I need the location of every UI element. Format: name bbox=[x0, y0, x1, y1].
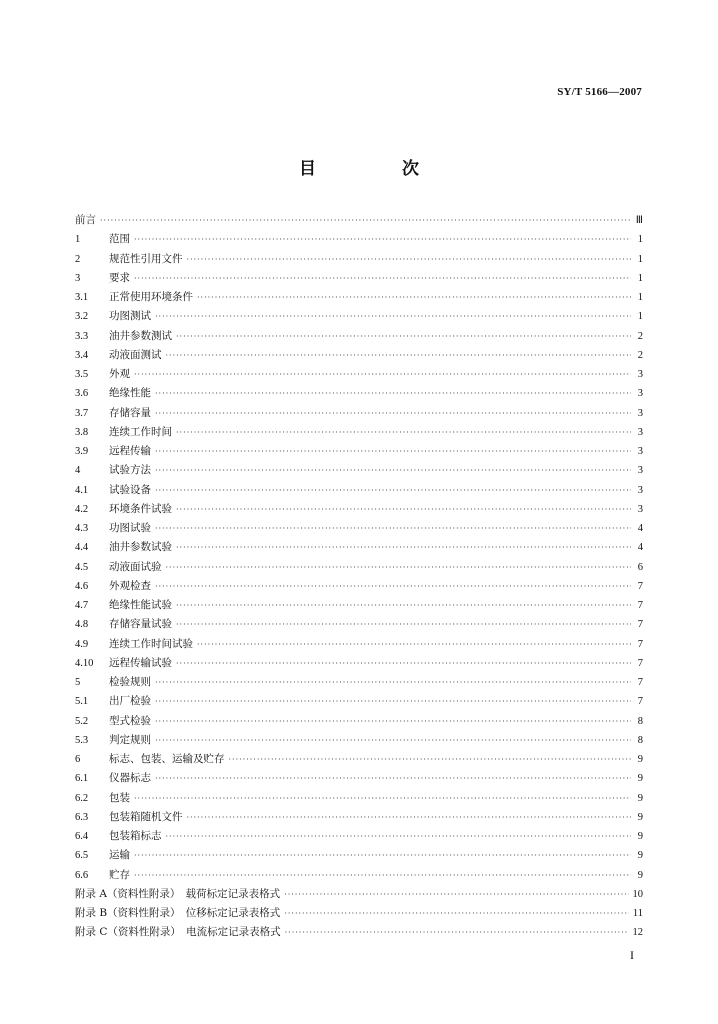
toc-entry-number: 5.2 bbox=[75, 715, 89, 727]
toc-entry-number: 4.4 bbox=[75, 542, 89, 554]
toc-entry-page: 3 bbox=[637, 465, 643, 477]
toc-entry-label: 油井参数试验 bbox=[109, 541, 172, 554]
toc-leader-dots bbox=[134, 871, 631, 880]
toc-entry-number: 1 bbox=[75, 234, 81, 246]
toc-entry-number: 3.3 bbox=[75, 330, 89, 342]
toc-entry-page: 6 bbox=[637, 561, 643, 573]
toc-entry[interactable] bbox=[75, 693, 643, 712]
toc-entry[interactable] bbox=[75, 770, 643, 789]
toc-entry-page: 7 bbox=[637, 696, 643, 708]
toc-entry[interactable] bbox=[75, 366, 643, 385]
toc-entry-page: 7 bbox=[637, 677, 643, 688]
toc-entry-page: 3 bbox=[637, 446, 643, 457]
toc-entry[interactable] bbox=[75, 501, 643, 520]
toc-entry[interactable] bbox=[75, 212, 643, 231]
toc-entry-page: 9 bbox=[637, 754, 643, 765]
toc-leader-dots bbox=[155, 736, 631, 745]
toc-entry-number: 3.5 bbox=[75, 369, 89, 380]
toc-entry-label: 范围 bbox=[109, 233, 130, 246]
toc-entry-number: 4.8 bbox=[75, 619, 89, 631]
toc-entry-number: 5 bbox=[75, 677, 81, 688]
toc-leader-dots bbox=[155, 717, 631, 726]
toc-entry[interactable] bbox=[75, 308, 643, 327]
toc-entry-label: 包装箱随机文件 bbox=[109, 810, 183, 823]
toc-entry-label: 仪器标志 bbox=[109, 772, 151, 785]
toc-entry[interactable] bbox=[75, 270, 643, 289]
toc-entry[interactable] bbox=[75, 905, 643, 924]
toc-entry-number: 4.2 bbox=[75, 503, 89, 515]
toc-entry-number: 6.6 bbox=[75, 869, 89, 881]
toc-entry-number: 3 bbox=[75, 272, 81, 284]
toc-entry-page: 1 bbox=[637, 272, 643, 284]
toc-entry[interactable] bbox=[75, 443, 643, 462]
toc-entry-page: 3 bbox=[637, 426, 643, 438]
toc-entry-page: 1 bbox=[637, 253, 643, 265]
toc-leader-dots bbox=[197, 293, 631, 302]
toc-entry-page: 7 bbox=[637, 638, 643, 650]
toc-leader-dots bbox=[176, 601, 631, 610]
toc-entry-number: 4.3 bbox=[75, 523, 89, 534]
toc-entry[interactable] bbox=[75, 886, 643, 905]
toc-leader-dots bbox=[155, 582, 631, 591]
page-number: I bbox=[630, 948, 634, 962]
toc-entry-page: 3 bbox=[637, 407, 643, 419]
toc-entry-number: 3.4 bbox=[75, 349, 89, 361]
toc-entry-number: 5.3 bbox=[75, 734, 89, 746]
toc-entry-number: 3.7 bbox=[75, 407, 89, 419]
toc-entry-number: 3.8 bbox=[75, 426, 89, 438]
toc-entry-page: 10 bbox=[632, 888, 643, 900]
toc-entry-number: 4.7 bbox=[75, 600, 89, 611]
toc-entry[interactable] bbox=[75, 559, 643, 578]
toc-entry-page: 7 bbox=[637, 619, 643, 631]
toc-entry-label: 功图测试 bbox=[109, 310, 151, 323]
toc-entry-label: 连续工作时间 bbox=[109, 425, 172, 438]
toc-leader-dots bbox=[197, 640, 631, 649]
toc-entry-number: 6 bbox=[75, 754, 81, 765]
toc-leader-dots bbox=[155, 466, 631, 475]
toc-leader-dots bbox=[284, 909, 629, 918]
toc-entry[interactable] bbox=[75, 289, 643, 308]
toc-entry[interactable] bbox=[75, 655, 643, 674]
toc-leader-dots bbox=[166, 351, 632, 360]
toc-entry-page: 2 bbox=[637, 349, 643, 361]
toc-entry[interactable] bbox=[75, 732, 643, 751]
toc-entry-label: 包装 bbox=[109, 791, 130, 804]
toc-leader-dots bbox=[134, 235, 631, 244]
toc-leader-dots bbox=[176, 428, 631, 437]
toc-leader-dots bbox=[285, 928, 629, 937]
page-title: 目 次 bbox=[299, 159, 459, 179]
toc-entry-label: 贮存 bbox=[109, 868, 130, 881]
toc-entry[interactable] bbox=[75, 424, 643, 443]
toc-entry[interactable] bbox=[75, 867, 643, 886]
toc-leader-dots bbox=[100, 216, 631, 225]
toc-entry-number: 4.9 bbox=[75, 638, 89, 650]
toc-entry-label: 存储容量 bbox=[109, 406, 151, 419]
toc-leader-dots bbox=[134, 370, 631, 379]
toc-entry-label: 检验规则 bbox=[109, 676, 151, 688]
toc-entry-number: 4.1 bbox=[75, 484, 89, 496]
toc-entry-label: 远程传输 bbox=[109, 445, 151, 457]
toc-entry-number: 2 bbox=[75, 253, 81, 265]
toc-leader-dots bbox=[155, 409, 631, 418]
toc-entry[interactable] bbox=[75, 847, 643, 866]
toc-entry[interactable] bbox=[75, 616, 643, 635]
toc-entry-label: 运输 bbox=[109, 849, 130, 862]
toc-entry-page: 7 bbox=[637, 657, 643, 669]
toc-entry-page: 8 bbox=[637, 734, 643, 746]
toc-entry[interactable] bbox=[75, 520, 643, 539]
toc-entry-page: 3 bbox=[637, 484, 643, 496]
toc-entry-label: 判定规则 bbox=[109, 733, 151, 746]
toc-entry-number: 3.1 bbox=[75, 292, 89, 303]
toc-leader-dots bbox=[166, 832, 632, 841]
toc-leader-dots bbox=[229, 755, 632, 764]
toc-entry[interactable] bbox=[75, 405, 643, 424]
toc-entry[interactable] bbox=[75, 328, 643, 347]
toc-leader-dots bbox=[176, 505, 631, 514]
toc-entry-label: 出厂检验 bbox=[109, 695, 151, 708]
toc-entry-page: 2 bbox=[637, 330, 643, 342]
toc-entry-label: 包装箱标志 bbox=[109, 830, 162, 842]
toc-leader-dots bbox=[155, 312, 631, 321]
toc-entry[interactable] bbox=[75, 347, 643, 366]
toc-entry-label: 标志、包装、运输及贮存 bbox=[109, 753, 225, 765]
toc-entry-page: 4 bbox=[637, 523, 643, 534]
toc-leader-dots bbox=[155, 524, 631, 533]
toc-entry-page: 9 bbox=[637, 773, 643, 785]
toc-entry-number: 3.2 bbox=[75, 311, 89, 323]
toc-entry-page: 9 bbox=[637, 850, 643, 862]
toc-entry-page: 3 bbox=[637, 388, 643, 400]
toc-entry-page: 11 bbox=[632, 908, 643, 919]
toc-entry-label: 连续工作时间试验 bbox=[109, 637, 193, 650]
toc-entry-number: 3.9 bbox=[75, 446, 89, 457]
toc-entry-number: 4.5 bbox=[75, 561, 89, 573]
toc-entry-label: 前言 bbox=[75, 214, 96, 226]
toc-entry-page: Ⅲ bbox=[635, 215, 643, 226]
toc-leader-dots bbox=[134, 274, 631, 283]
toc-entry-label: 存储容量试验 bbox=[109, 618, 172, 631]
toc-entry[interactable] bbox=[75, 462, 643, 481]
toc-entry-label: 环境条件试验 bbox=[109, 502, 172, 515]
toc-entry[interactable] bbox=[75, 674, 643, 693]
toc-entry-page: 12 bbox=[632, 927, 643, 939]
toc-entry-label: 型式检验 bbox=[109, 714, 151, 727]
toc-leader-dots bbox=[187, 255, 632, 264]
toc-leader-dots bbox=[155, 389, 631, 398]
toc-leader-dots bbox=[176, 332, 631, 341]
standard-code: SY/T 5166—2007 bbox=[557, 86, 642, 98]
toc-entry-label: 绝缘性能 bbox=[109, 387, 151, 400]
toc-entry[interactable] bbox=[75, 578, 643, 597]
toc-entry-number: 3.6 bbox=[75, 388, 89, 400]
toc-entry-number: 6.2 bbox=[75, 792, 89, 804]
toc-leader-dots bbox=[187, 813, 632, 822]
toc-entry[interactable] bbox=[75, 251, 643, 270]
toc-entry-page: 7 bbox=[637, 600, 643, 611]
toc-entry-label: 试验方法 bbox=[109, 464, 151, 477]
toc-leader-dots bbox=[134, 794, 631, 803]
toc-entry-label: 外观检查 bbox=[109, 579, 151, 592]
toc-entry-page: 8 bbox=[637, 715, 643, 727]
toc-entry-number: 4.6 bbox=[75, 580, 89, 592]
toc-entry-page: 9 bbox=[637, 869, 643, 881]
toc-entry-page: 7 bbox=[637, 580, 643, 592]
toc-leader-dots bbox=[155, 697, 631, 706]
toc-entry[interactable] bbox=[75, 482, 643, 501]
toc-entry[interactable] bbox=[75, 597, 643, 616]
toc-leader-dots bbox=[176, 620, 631, 629]
toc-leader-dots bbox=[284, 890, 628, 899]
toc-entry-label: 规范性引用文件 bbox=[109, 252, 183, 265]
toc-entry-label: 要求 bbox=[109, 271, 130, 284]
toc-entry-number: 6.3 bbox=[75, 811, 89, 823]
table-of-contents bbox=[75, 212, 643, 944]
toc-leader-dots bbox=[155, 774, 631, 783]
toc-entry[interactable] bbox=[75, 828, 643, 847]
toc-entry-label: 附录 B（资料性附录） 位移标定记录表格式 bbox=[75, 907, 281, 919]
toc-entry[interactable] bbox=[75, 713, 643, 732]
toc-entry-label: 绝缘性能试验 bbox=[109, 599, 172, 611]
toc-leader-dots bbox=[155, 678, 631, 687]
toc-leader-dots bbox=[176, 659, 631, 668]
toc-entry-label: 功图试验 bbox=[109, 522, 151, 534]
toc-entry-page: 4 bbox=[637, 542, 643, 554]
toc-entry-number: 6.4 bbox=[75, 831, 89, 842]
toc-entry[interactable] bbox=[75, 924, 643, 943]
toc-entry-page: 1 bbox=[637, 292, 643, 303]
toc-entry[interactable] bbox=[75, 790, 643, 809]
toc-leader-dots bbox=[155, 447, 631, 456]
toc-entry-page: 9 bbox=[637, 792, 643, 804]
toc-entry-number: 6.5 bbox=[75, 850, 89, 862]
toc-entry-label: 附录 C（资料性附录） 电流标定记录表格式 bbox=[75, 926, 281, 939]
toc-leader-dots bbox=[155, 486, 631, 495]
toc-entry-label: 动液面测试 bbox=[109, 348, 162, 361]
toc-entry-label: 远程传输试验 bbox=[109, 656, 172, 669]
toc-entry[interactable] bbox=[75, 231, 643, 250]
toc-entry-label: 试验设备 bbox=[109, 483, 151, 496]
toc-entry-page: 3 bbox=[637, 503, 643, 515]
toc-entry-label: 正常使用环境条件 bbox=[109, 291, 193, 303]
toc-leader-dots bbox=[134, 851, 631, 860]
toc-entry-label: 油井参数测试 bbox=[109, 329, 172, 342]
toc-entry[interactable] bbox=[75, 751, 643, 770]
toc-entry[interactable] bbox=[75, 636, 643, 655]
toc-entry[interactable] bbox=[75, 809, 643, 828]
toc-entry[interactable] bbox=[75, 539, 643, 558]
toc-entry-number: 4 bbox=[75, 465, 81, 477]
toc-entry-page: 1 bbox=[637, 311, 643, 323]
toc-entry-page: 1 bbox=[637, 234, 643, 246]
toc-entry-label: 外观 bbox=[109, 368, 130, 380]
toc-entry-number: 5.1 bbox=[75, 696, 89, 708]
toc-entry-page: 9 bbox=[637, 831, 643, 842]
toc-leader-dots bbox=[166, 563, 632, 572]
toc-entry-number: 4.10 bbox=[75, 657, 94, 669]
toc-entry[interactable] bbox=[75, 385, 643, 404]
toc-entry-number: 6.1 bbox=[75, 773, 89, 785]
toc-entry-page: 9 bbox=[637, 811, 643, 823]
toc-entry-page: 3 bbox=[637, 369, 643, 380]
toc-entry-label: 附录 A（资料性附录） 载荷标定记录表格式 bbox=[75, 887, 281, 900]
toc-entry-label: 动液面试验 bbox=[109, 560, 162, 573]
toc-leader-dots bbox=[176, 543, 631, 552]
